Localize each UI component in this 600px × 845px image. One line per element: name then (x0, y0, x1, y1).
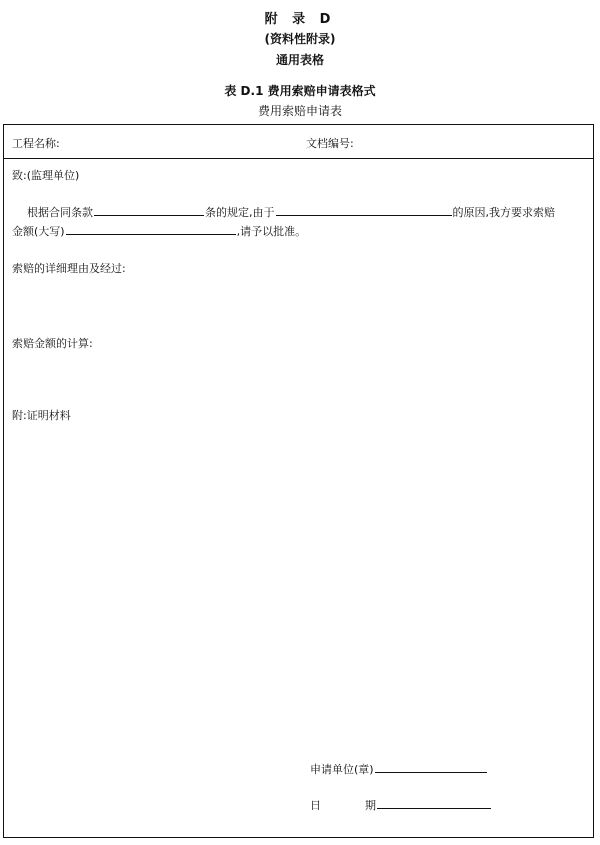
reason-label: 索赔的详细理由及经过: (12, 262, 126, 275)
appendix-title: 通用表格 (275, 53, 324, 67)
date-line (310, 797, 492, 813)
form-title: 费用索赔申请表 (257, 104, 342, 118)
claim-statement-line-1 (27, 204, 555, 220)
applicant-label: 申请单位(章) (310, 763, 374, 776)
applicant-line (310, 761, 488, 777)
date-label-1: 日 (310, 799, 321, 812)
appendix-heading: 附 录 D (264, 12, 336, 27)
calculation-label: 索赔金额的计算: (12, 337, 93, 350)
date-blank[interactable] (377, 798, 491, 809)
row-divider (4, 158, 593, 159)
attachment-label: 附:证明材料 (12, 409, 71, 422)
table-caption: 表 D.1 费用索赔申请表格式 (224, 84, 376, 98)
cause-blank[interactable] (276, 205, 452, 216)
date-label-2: 期 (365, 799, 376, 812)
recipient-label: 致:(监理单位) (12, 169, 80, 182)
statement-text: ,请予以批准。 (236, 225, 307, 238)
project-name-label: 工程名称: (12, 137, 60, 150)
contract-clause-blank[interactable] (94, 205, 204, 216)
claim-form-table (3, 124, 594, 838)
applicant-signature-blank[interactable] (375, 762, 487, 773)
doc-number-label: 文档编号: (306, 137, 354, 150)
statement-text: 的原因,我方要求索赔 (452, 206, 555, 219)
statement-text: 金额(大写) (12, 225, 65, 238)
appendix-type: (资料性附录) (264, 32, 336, 46)
claim-statement-line-2 (12, 223, 306, 239)
amount-blank[interactable] (66, 224, 236, 235)
statement-text: 条的规定,由于 (205, 206, 275, 219)
statement-text: 根据合同条款 (27, 206, 93, 219)
